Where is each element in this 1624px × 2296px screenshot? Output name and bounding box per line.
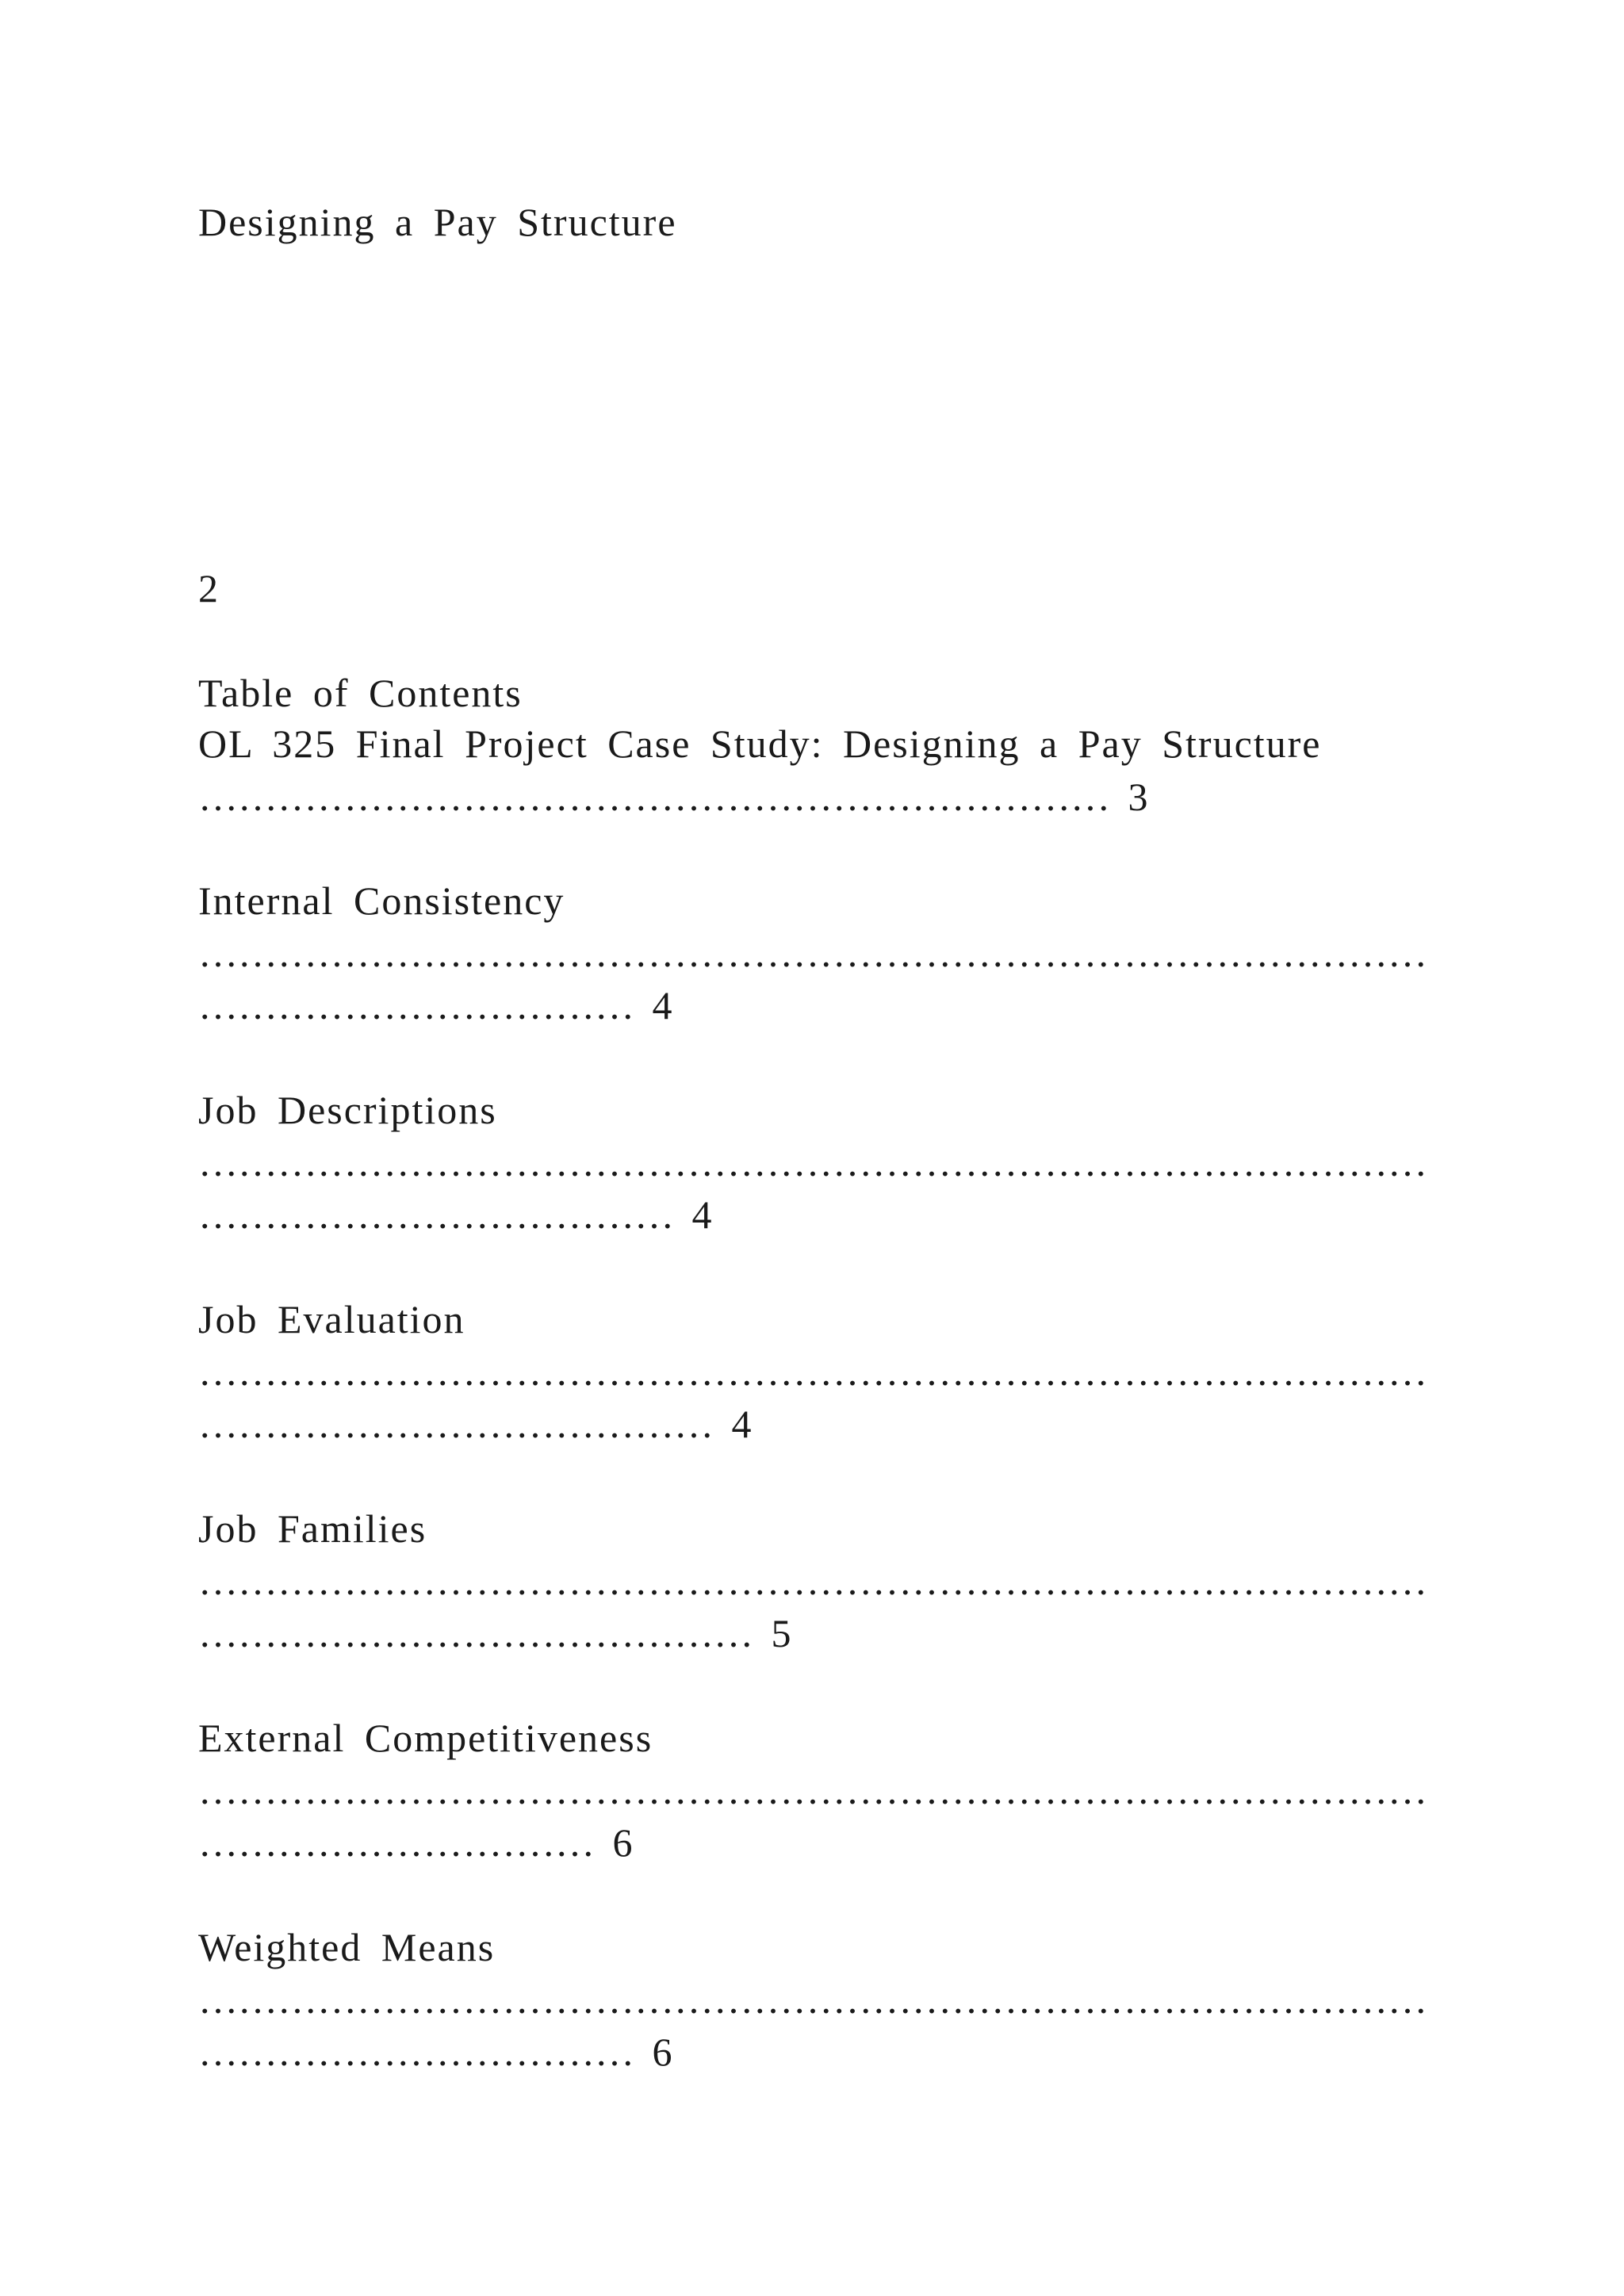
- toc-entry-title: Job Evaluation: [198, 1297, 465, 1341]
- toc-entry-page: 4: [691, 1192, 712, 1237]
- toc-leader-dots: ……………………………………: [198, 1611, 753, 1655]
- toc-leader-dots: ……………………………: [198, 983, 634, 1027]
- toc-entry-leader: …………………………………………………………………………………: [198, 1349, 1427, 1394]
- toc-entry-title: Internal Consistency: [198, 878, 565, 923]
- toc-leader-dots: …………………………: [198, 1820, 595, 1865]
- toc-entry-title: Job Families: [198, 1506, 427, 1551]
- toc-entry-leader: [198, 982, 672, 1029]
- toc-heading: Table of Contents: [198, 671, 523, 715]
- toc-entry-leader: [198, 1609, 791, 1657]
- toc-entry-page: 6: [652, 2030, 672, 2074]
- toc-entry-leader: …………………………………………………………………………………: [198, 1559, 1427, 1603]
- toc-leader-dots: …………………………………: [198, 1402, 714, 1446]
- toc-entry-leader: [198, 2028, 672, 2076]
- toc-leader-dots: ……………………………………………………………: [198, 775, 1110, 819]
- running-title: Designing a Pay Structure: [198, 200, 677, 244]
- toc-entry-page: 3: [1128, 775, 1148, 819]
- toc-leader-dots: ……………………………: [198, 2030, 634, 2074]
- toc-entry-leader: …………………………………………………………………………………: [198, 931, 1427, 975]
- toc-entry-page: 4: [652, 983, 672, 1027]
- toc-entry-leader: [198, 1400, 752, 1448]
- toc-entry-leader: [198, 773, 1148, 821]
- toc-entry-leader: [198, 1191, 712, 1238]
- toc-entry-title: Job Descriptions: [198, 1088, 497, 1132]
- toc-entry-leader: …………………………………………………………………………………: [198, 1977, 1427, 2022]
- toc-entry-leader: …………………………………………………………………………………: [198, 1768, 1427, 1812]
- toc-entry-leader: [198, 1819, 633, 1866]
- toc-entry-title: External Competitiveness: [198, 1716, 653, 1760]
- page-number: 2: [198, 566, 220, 610]
- toc-entry-page: 6: [612, 1820, 633, 1865]
- toc-leader-dots: ………………………………: [198, 1192, 674, 1237]
- toc-entry-leader: …………………………………………………………………………………: [198, 1140, 1427, 1184]
- toc-entry-title: Weighted Means: [198, 1925, 496, 1969]
- toc-entry-page: 5: [771, 1611, 791, 1655]
- toc-entry-page: 4: [731, 1402, 752, 1446]
- toc-entry-title: OL 325 Final Project Case Study: Designing a Pay Structure: [198, 721, 1322, 766]
